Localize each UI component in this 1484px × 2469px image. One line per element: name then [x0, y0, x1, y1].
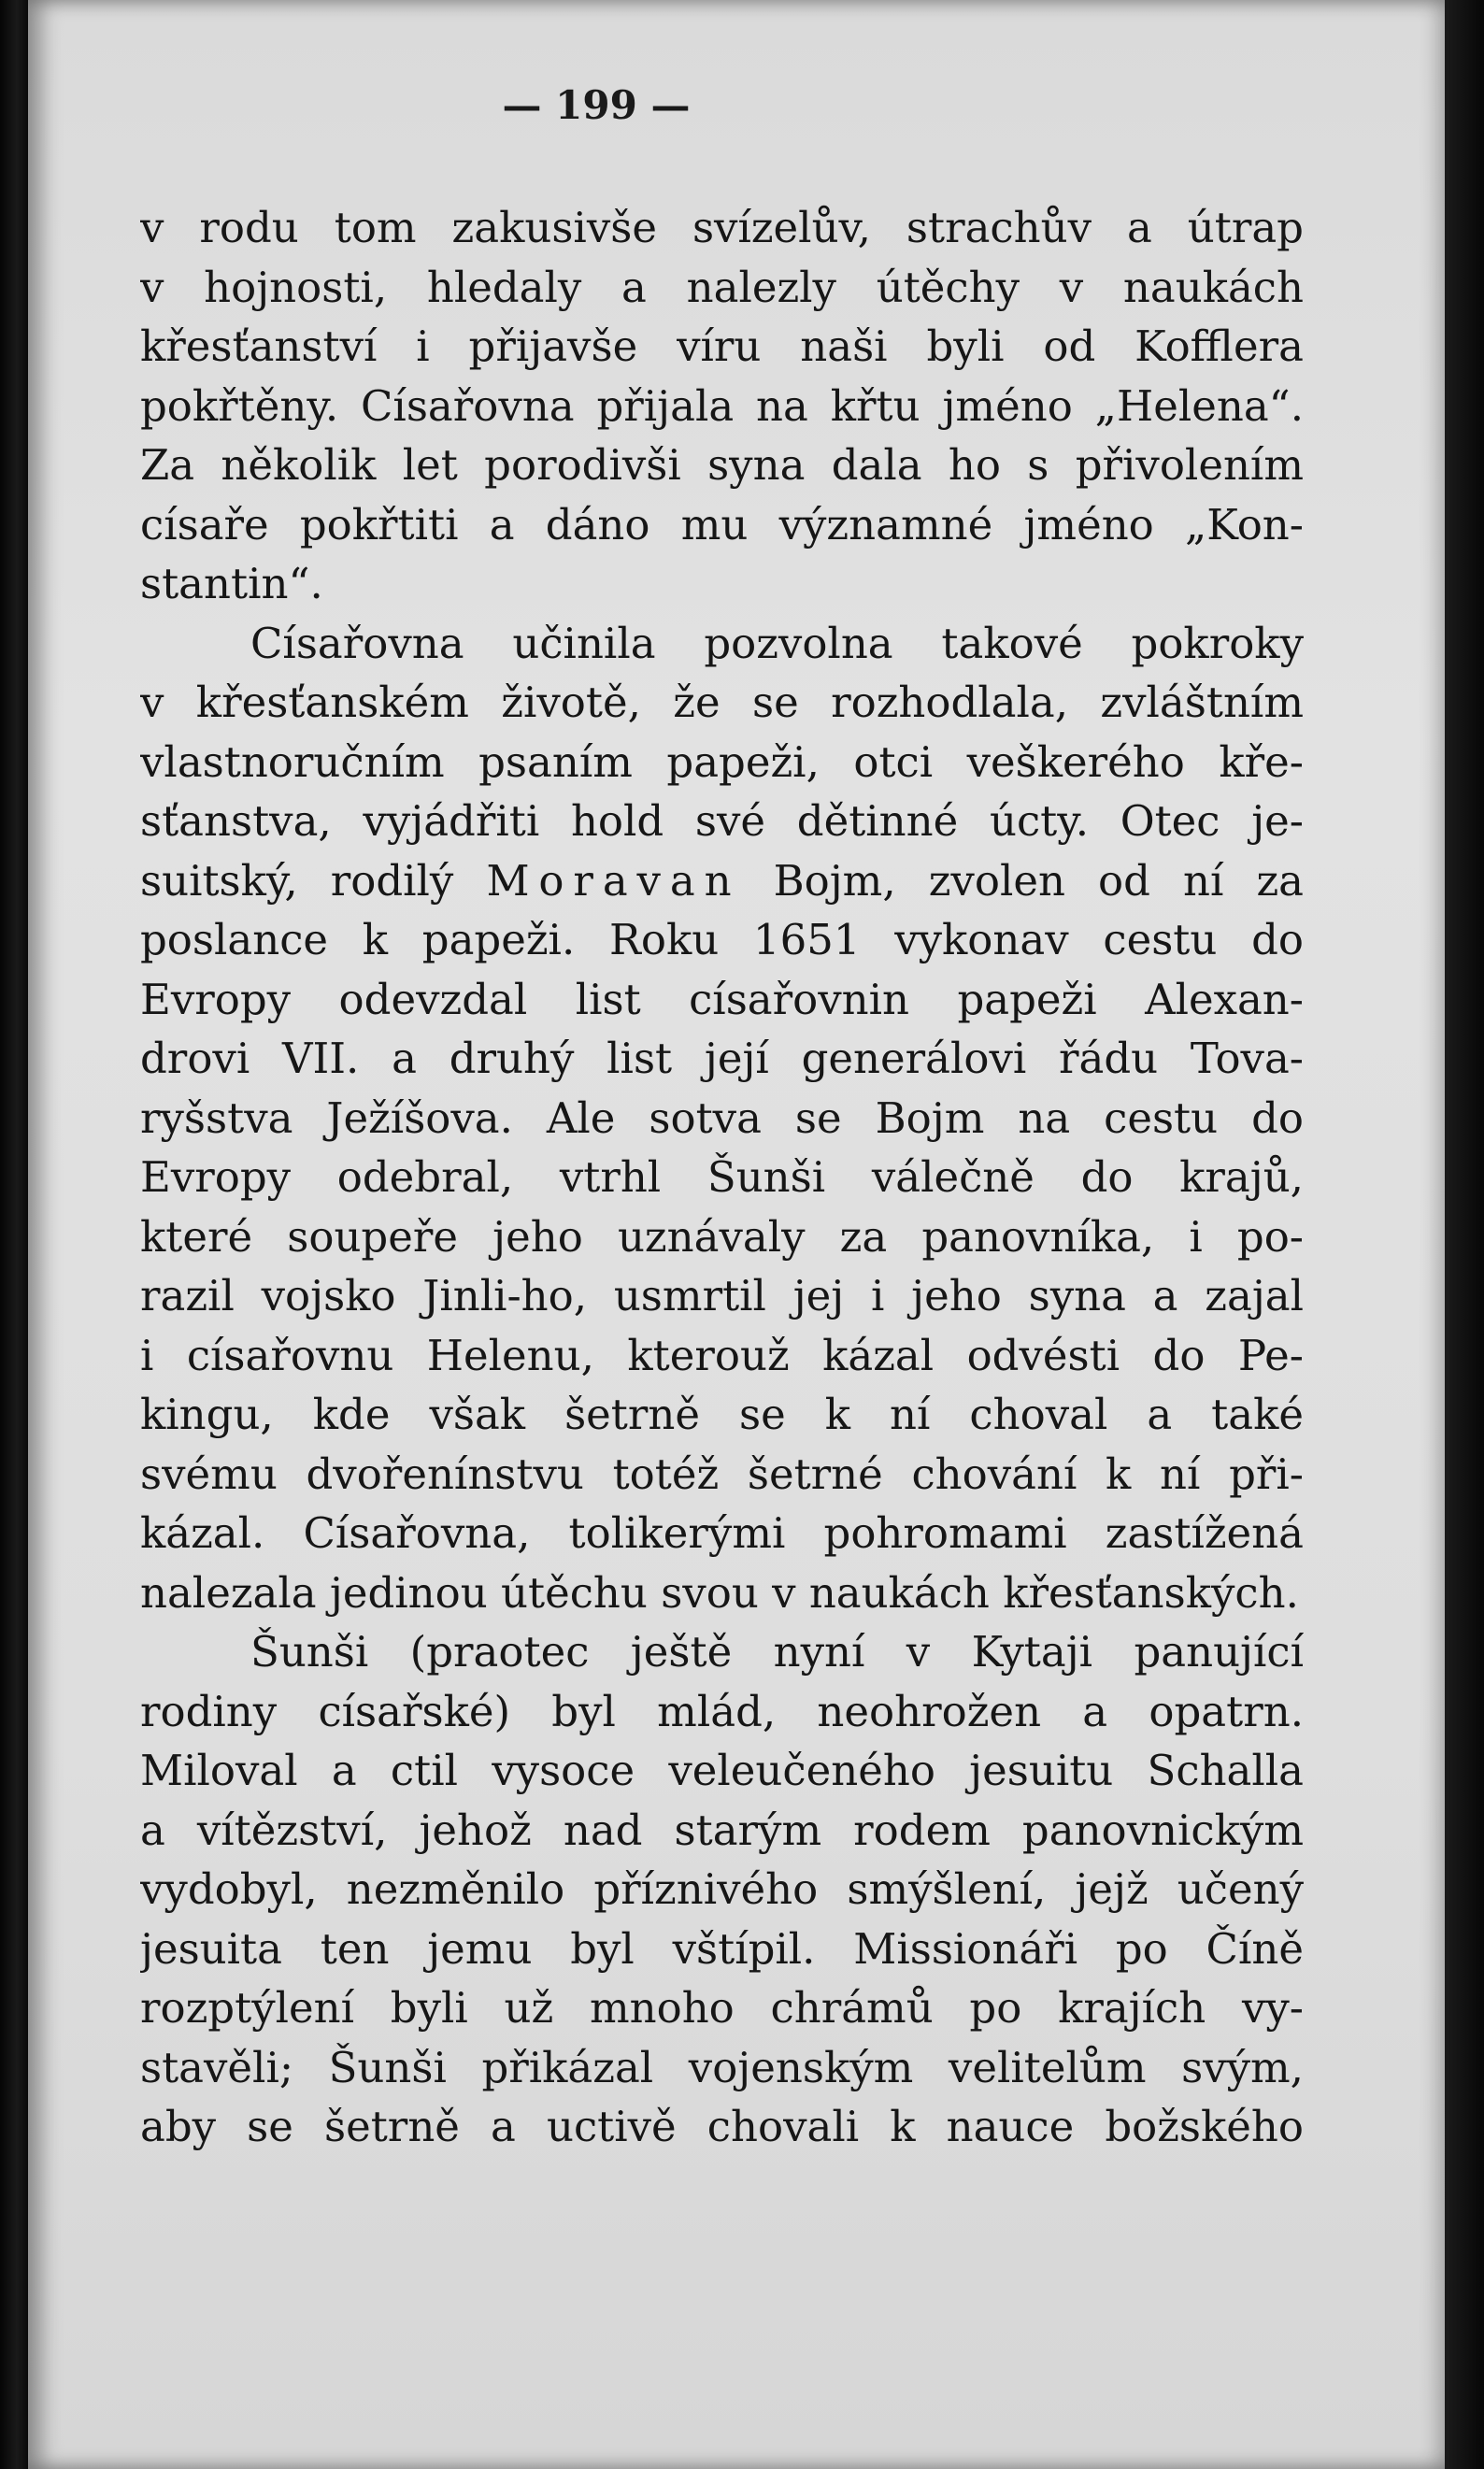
text-line: rodiny císařské) byl mlád, neohrožen a opatrn. [140, 1686, 1304, 1736]
text-line: sťanstva, vyjádřiti hold své dětinné úcty. Otec je- [140, 796, 1304, 846]
text-fragment: suitský, rodilý [140, 855, 454, 906]
text-line: v rodu tom zakusivše svízelův, strachův a útrap [140, 203, 1304, 252]
text-line: a vítězství, jehož nad starým rodem panovnickým [140, 1805, 1304, 1855]
text-line: razil vojsko Jinli-ho, usmrtil jej i jeho syna a zajal [140, 1271, 1304, 1320]
text-line: kingu, kde však šetrně se k ní choval a také [140, 1390, 1304, 1439]
page-number: — 199 — [502, 82, 691, 128]
text-line: Za několik let porodivši syna dala ho s přivolením [140, 440, 1304, 490]
text-line: v křesťanském životě, že se rozhodlala, zvláštním [140, 678, 1304, 727]
body-text [140, 198, 1304, 2157]
text-line-with-spaced-name [140, 851, 1304, 911]
text-line: v hojnosti, hledaly a nalezly útěchy v naukách [140, 262, 1304, 312]
text-line: drovi VII. a druhý list její generálovi řádu Tova- [140, 1034, 1304, 1083]
text-line: které soupeře jeho uznávaly za panovníka, i po- [140, 1211, 1304, 1262]
text-line: stavěli; Šunši přikázal vojenským velitelům svým, [140, 2042, 1304, 2092]
spaced-name: Moravan [486, 855, 741, 906]
paragraph-start: Šunši (praotec ještě nyní v Kytaji panující [250, 1627, 1304, 1677]
text-line: ryšstva Ježíšova. Ale sotva se Bojm na cestu do [140, 1092, 1304, 1143]
page-edge-shadow [1445, 0, 1484, 2469]
text-line: křesťanství i přijavše víru naši byli od Kofflera [140, 321, 1304, 371]
text-line: císaře pokřtiti a dáno mu významné jméno „Kon- [140, 499, 1304, 549]
paragraph-start: Císařovna učinila pozvolna takové pokroky [250, 618, 1304, 668]
text-line: pokřtěny. Císařovna přijala na křtu jméno „Helena“. [140, 380, 1304, 431]
text-line: Miloval a ctil vysoce veleučeného jesuitu Schalla [140, 1746, 1304, 1795]
text-line: nalezala jedinou útěchu svou v naukách křesťanských. [140, 1567, 1299, 1618]
text-line: i císařovnu Helenu, kterouž kázal odvésti do Pe- [140, 1330, 1304, 1380]
text-fragment: Bojm, zvolen od ní za [773, 855, 1304, 906]
text-line: kázal. Císařovna, tolikerými pohromami zastížená [140, 1508, 1304, 1558]
text-line: aby se šetrně a uctivě chovali k nauce božského [140, 2102, 1304, 2151]
text-line: jesuita ten jemu byl vštípil. Missionáři po Číně [140, 1923, 1304, 1974]
book-page [28, 0, 1445, 2469]
text-line: stantin“. [140, 559, 323, 608]
text-line: svému dvořenínstvu totéž šetrné chování k ní při- [140, 1449, 1304, 1499]
text-line: poslance k papeži. Roku 1651 vykonav cestu do [140, 915, 1304, 964]
text-line: vlastnoručním psaním papeži, otci veškerého kře- [140, 736, 1304, 787]
text-line: vydobyl, nezměnilo příznivého smýšlení, jejž učený [140, 1864, 1304, 1914]
binding-shadow [0, 0, 28, 2469]
text-line: Evropy odebral, vtrhl Šunši válečně do krajů, [140, 1152, 1304, 1202]
text-line: Evropy odevzdal list císařovnin papeži Alexan- [140, 974, 1304, 1024]
text-line: rozptýlení byli už mnoho chrámů po krajích vy- [140, 1983, 1304, 2033]
